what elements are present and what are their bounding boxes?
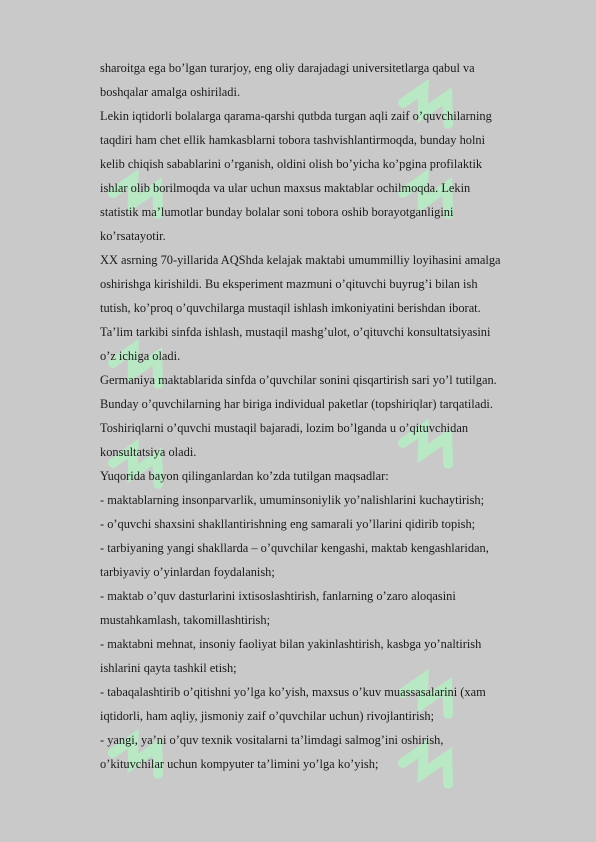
- text-line: iqtidorli, ham aqliy, jismoniy zaif o’quvchilar uchun) rivojlantirish;: [100, 709, 435, 723]
- text-line: - maktab o’quv dasturlarini ixtisoslashtirish, fanlarning o’zaro aloqasini: [100, 589, 456, 603]
- document-body: [100, 56, 560, 776]
- text-line: - maktablarning insonparvarlik, umuminsoniylik yo’nalishlarini kuchaytirish;: [100, 493, 485, 507]
- text-line: statistik ma’lumotlar bunday bolalar soni tobora oshib borayotganligini: [100, 205, 454, 219]
- text-line: Toshiriqlarni o’quvchi mustaqil bajaradi, lozim bo’lganda u o’qituvchidan: [100, 421, 469, 435]
- text-line: Yuqorida bayon qilinganlardan ko’zda tutilgan maqsadlar:: [100, 469, 389, 483]
- text-line: XX asrning 70-yillarida AQShda kelajak maktabi umummilliy loyihasini amalga: [100, 253, 501, 267]
- text-line: Bunday o’quvchilarning har biriga individual paketlar (topshiriqlar) tarqatiladi.: [100, 397, 493, 411]
- text-line: oshirishga kirishildi. Bu eksperiment mazmuni o’qituvchi buyrug’i bilan ish: [100, 277, 478, 291]
- text-line: taqdiri ham chet ellik hamkasblarni tobora tashvishlantirmoqda, bunday holni: [100, 133, 486, 147]
- text-line: - yangi, ya’ni o’quv texnik vositalarni ta’limdagi salmog’ini oshirish,: [100, 733, 444, 747]
- text-line: ishlar olib borilmoqda va ular uchun maxsus maktablar ochilmoqda. Lekin: [100, 181, 471, 195]
- text-line: Germaniya maktablarida sinfda o’quvchilar sonini qisqartirish sari yo’l tutilgan.: [100, 373, 497, 387]
- text-line: ko’rsatayotir.: [100, 229, 166, 243]
- text-line: boshqalar amalga oshiriladi.: [100, 85, 241, 99]
- text-line: - o’quvchi shaxsini shakllantirishning eng samarali yo’llarini qidirib topish;: [100, 517, 476, 531]
- text-line: o’z ichiga oladi.: [100, 349, 181, 363]
- text-line: tutish, ko’proq o’quvchilarga mustaqil ishlash imkoniyatini berishdan iborat.: [100, 301, 481, 315]
- text-line: - tarbiyaning yangi shakllarda – o’quvchilar kengashi, maktab kengashlaridan,: [100, 541, 489, 555]
- text-line: kelib chiqish sabablarini o’rganish, oldini olish bo’yicha ko’pgina profilaktik: [100, 157, 483, 171]
- text-line: Lekin iqtidorli bolalarga qarama-qarshi qutbda turgan aqli zaif o’quvchilarning: [100, 109, 492, 123]
- text-line: mustahkamlash, takomillashtirish;: [100, 613, 271, 627]
- text-line: o’kituvchilar uchun kompyuter ta’limini yo’lga ko’yish;: [100, 757, 379, 771]
- text-line: Ta’lim tarkibi sinfda ishlash, mustaqil mashg’ulot, o’qituvchi konsultatsiyasini: [100, 325, 491, 339]
- text-line: - maktabni mehnat, insoniy faoliyat bilan yakinlashtirish, kasbga yo’naltirish: [100, 637, 482, 651]
- text-line: - tabaqalashtirib o’qitishni yo’lga ko’yish, maxsus o’kuv muassasalarini (xam: [100, 685, 486, 699]
- text-line: sharoitga ega bo’lgan turarjoy, eng oliy darajadagi universitetlarga qabul va: [100, 61, 475, 75]
- text-line: konsultatsiya oladi.: [100, 445, 197, 459]
- text-line: tarbiyaviy o’yinlardan foydalanish;: [100, 565, 275, 579]
- text-line: ishlarini qayta tashkil etish;: [100, 661, 237, 675]
